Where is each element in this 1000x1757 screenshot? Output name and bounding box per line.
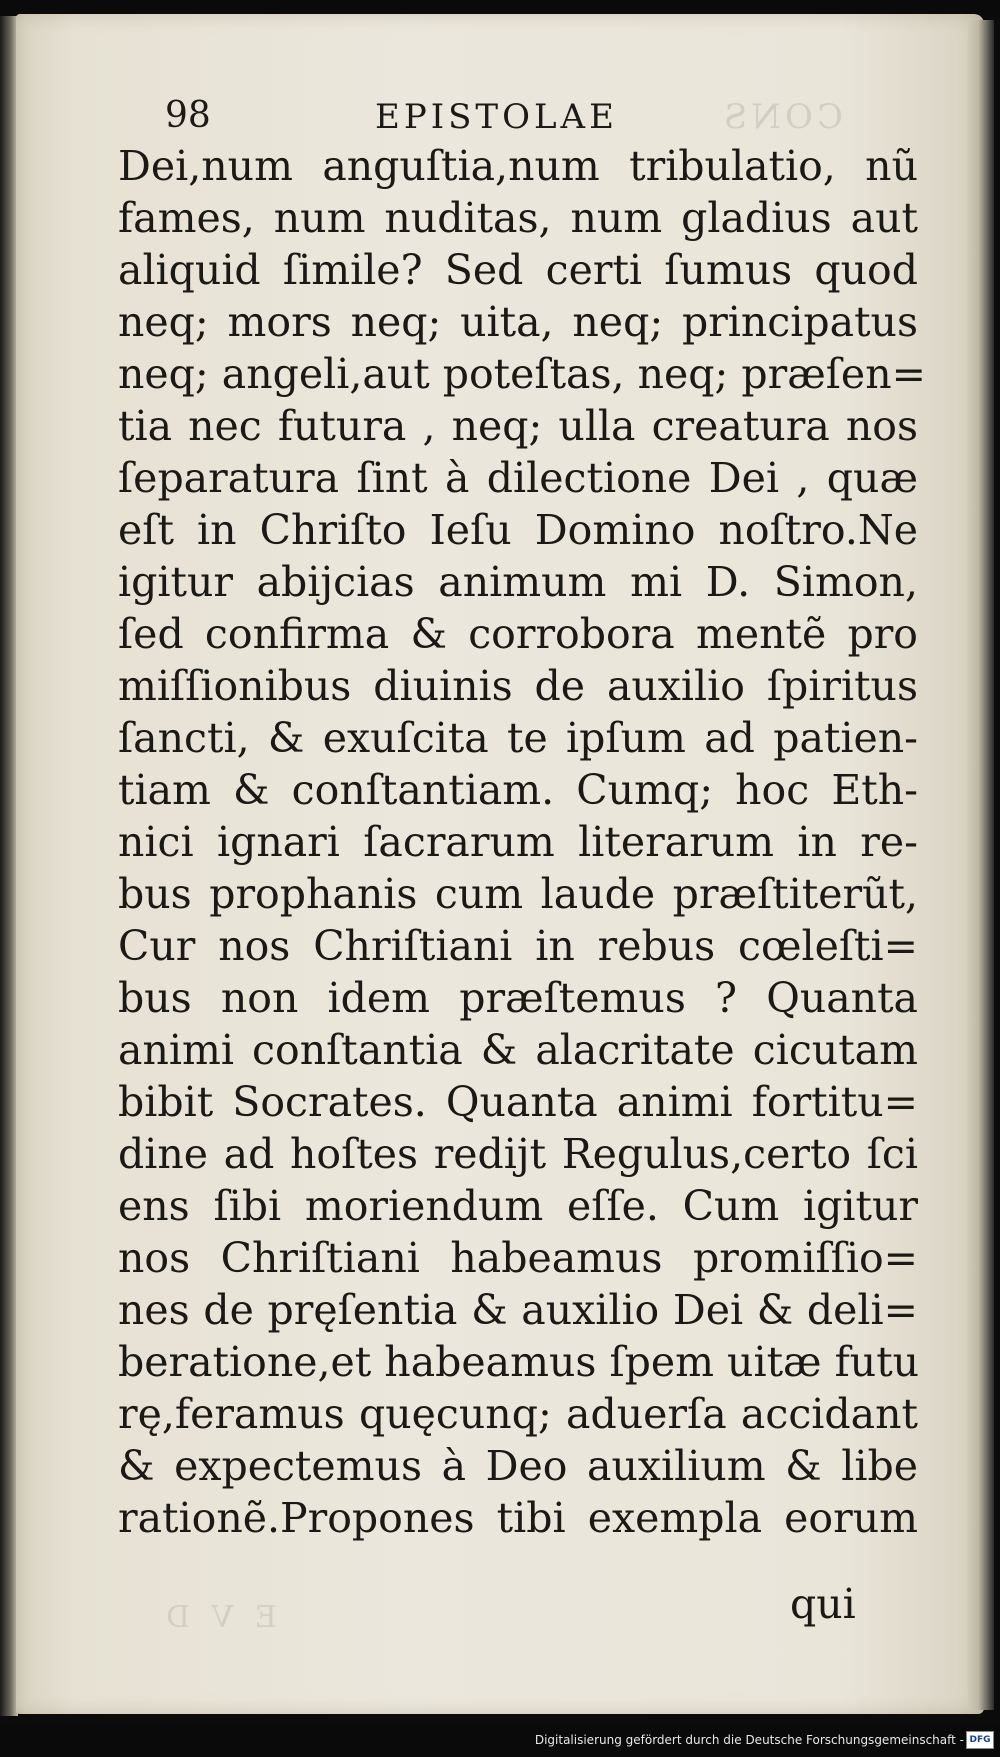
text-line: & expectemus à Deo auxilium & libe — [118, 1442, 918, 1490]
text-line: neq; mors neq; uita, neq; principatus — [118, 298, 918, 346]
page-header — [165, 95, 865, 145]
text-line: rę,feramus quęcunq; aduerſa accidant — [118, 1390, 918, 1438]
text-line: dine ad hoſtes redijt Regulus,certo ſci — [118, 1130, 918, 1178]
text-line: bus non idem præſtemus ? Quanta — [118, 974, 918, 1022]
running-head: EPISTOLAE — [375, 97, 618, 137]
body-text — [118, 140, 926, 1544]
text-line: ſancti, & exuſcita te ipſum ad patien- — [118, 714, 918, 762]
catchword: qui — [790, 1580, 856, 1628]
text-line: tiam & conſtantiam. Cumq; hoc Eth- — [118, 766, 918, 814]
page-number: 98 — [165, 95, 211, 136]
text-line: nos Chriſtiani habeamus promiſſio= — [118, 1234, 918, 1282]
page-fore-edge — [968, 20, 994, 1710]
text-line: tia nec futura , neq; ulla creatura nos — [118, 402, 918, 450]
show-through-foot: E V D — [160, 1600, 277, 1635]
text-line: animi conſtantia & alacritate cicutam — [118, 1026, 918, 1074]
text-line: neq; angeli,aut poteſtas, neq; præſen= — [118, 350, 926, 398]
text-line: ens ſibi moriendum eſſe. Cum igitur — [118, 1182, 918, 1230]
text-line: bibit Socrates. Quanta animi fortitu= — [118, 1078, 918, 1126]
digitization-credit: Digitalisierung gefördert durch die Deutsche Forschungsgemeinschaft - — [534, 1733, 964, 1747]
text-line: nes de pręſentia & auxilio Dei & deli= — [118, 1286, 918, 1334]
text-line: Dei,num anguſtia,num tribulatio, nũ — [118, 142, 918, 190]
text-line: beratione,et habeamus ſpem uitæ futu — [118, 1338, 920, 1386]
text-line: aliquid ſimile? Sed certi ſumus quod — [118, 246, 918, 294]
text-line: eſt in Chriſto Ieſu Domino noſtro.Ne — [118, 506, 918, 554]
text-line: rationẽ.Propones tibi exempla eorum — [118, 1494, 918, 1542]
text-line: fames, num nuditas, num gladius aut — [118, 194, 918, 242]
text-line: ſeparatura ſint à dilectione Dei , quæ — [118, 454, 918, 502]
show-through-head: CONS — [720, 97, 843, 137]
text-line: Cur nos Chriſtiani in rebus cœleſti= — [118, 922, 918, 970]
text-line: igitur abijcias animum mi D. Simon, — [118, 558, 918, 606]
text-line: ſed confirma & corrobora mentẽ pro — [118, 610, 918, 658]
text-line: miſſionibus diuinis de auxilio ſpiritus — [118, 662, 918, 710]
text-line: bus prophanis cum laude præſtiterũt, — [118, 870, 918, 918]
dfg-logo: DFG — [966, 1731, 994, 1749]
text-line: nici ignari ſacrarum literarum in re- — [118, 818, 918, 866]
